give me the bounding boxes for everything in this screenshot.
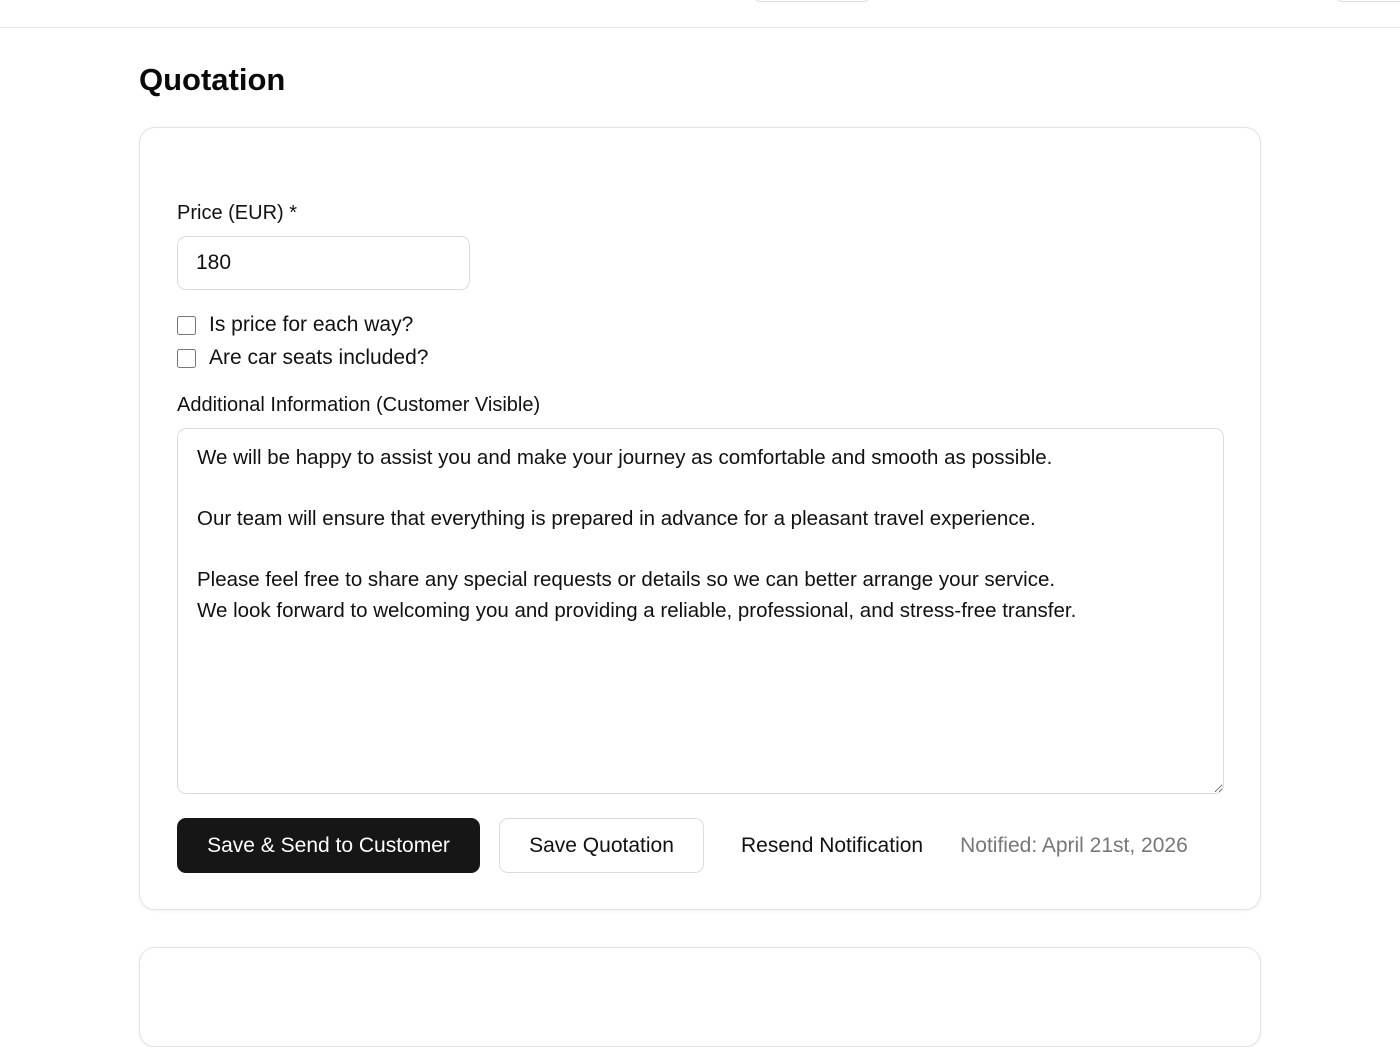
save-and-send-button[interactable]: Save & Send to Customer [177,818,480,873]
page-title: Quotation [139,62,286,97]
car-seats-checkbox-row[interactable] [177,345,428,371]
price-label: Price (EUR) * [177,202,298,224]
next-section-card [139,947,1261,1047]
resend-notification-button[interactable]: Resend Notification [717,818,947,873]
quotation-card [139,127,1261,910]
top-right-control-stub[interactable] [1336,0,1400,2]
additional-info-label: Additional Information (Customer Visible) [177,394,541,416]
save-quotation-button[interactable]: Save Quotation [499,818,704,873]
car-seats-checkbox-label[interactable]: Are car seats included? [209,346,429,369]
additional-info-textarea[interactable] [177,428,1224,794]
notified-status-text: Notified: April 21st, 2026 [960,833,1188,857]
car-seats-checkbox[interactable] [177,349,196,368]
top-tab-stub[interactable] [754,0,870,2]
price-input[interactable] [177,236,470,290]
each-way-checkbox-label[interactable]: Is price for each way? [209,313,414,336]
top-navigation-bar [0,0,1400,28]
each-way-checkbox-row[interactable] [177,312,413,338]
each-way-checkbox[interactable] [177,316,196,335]
action-bar [177,818,1188,873]
